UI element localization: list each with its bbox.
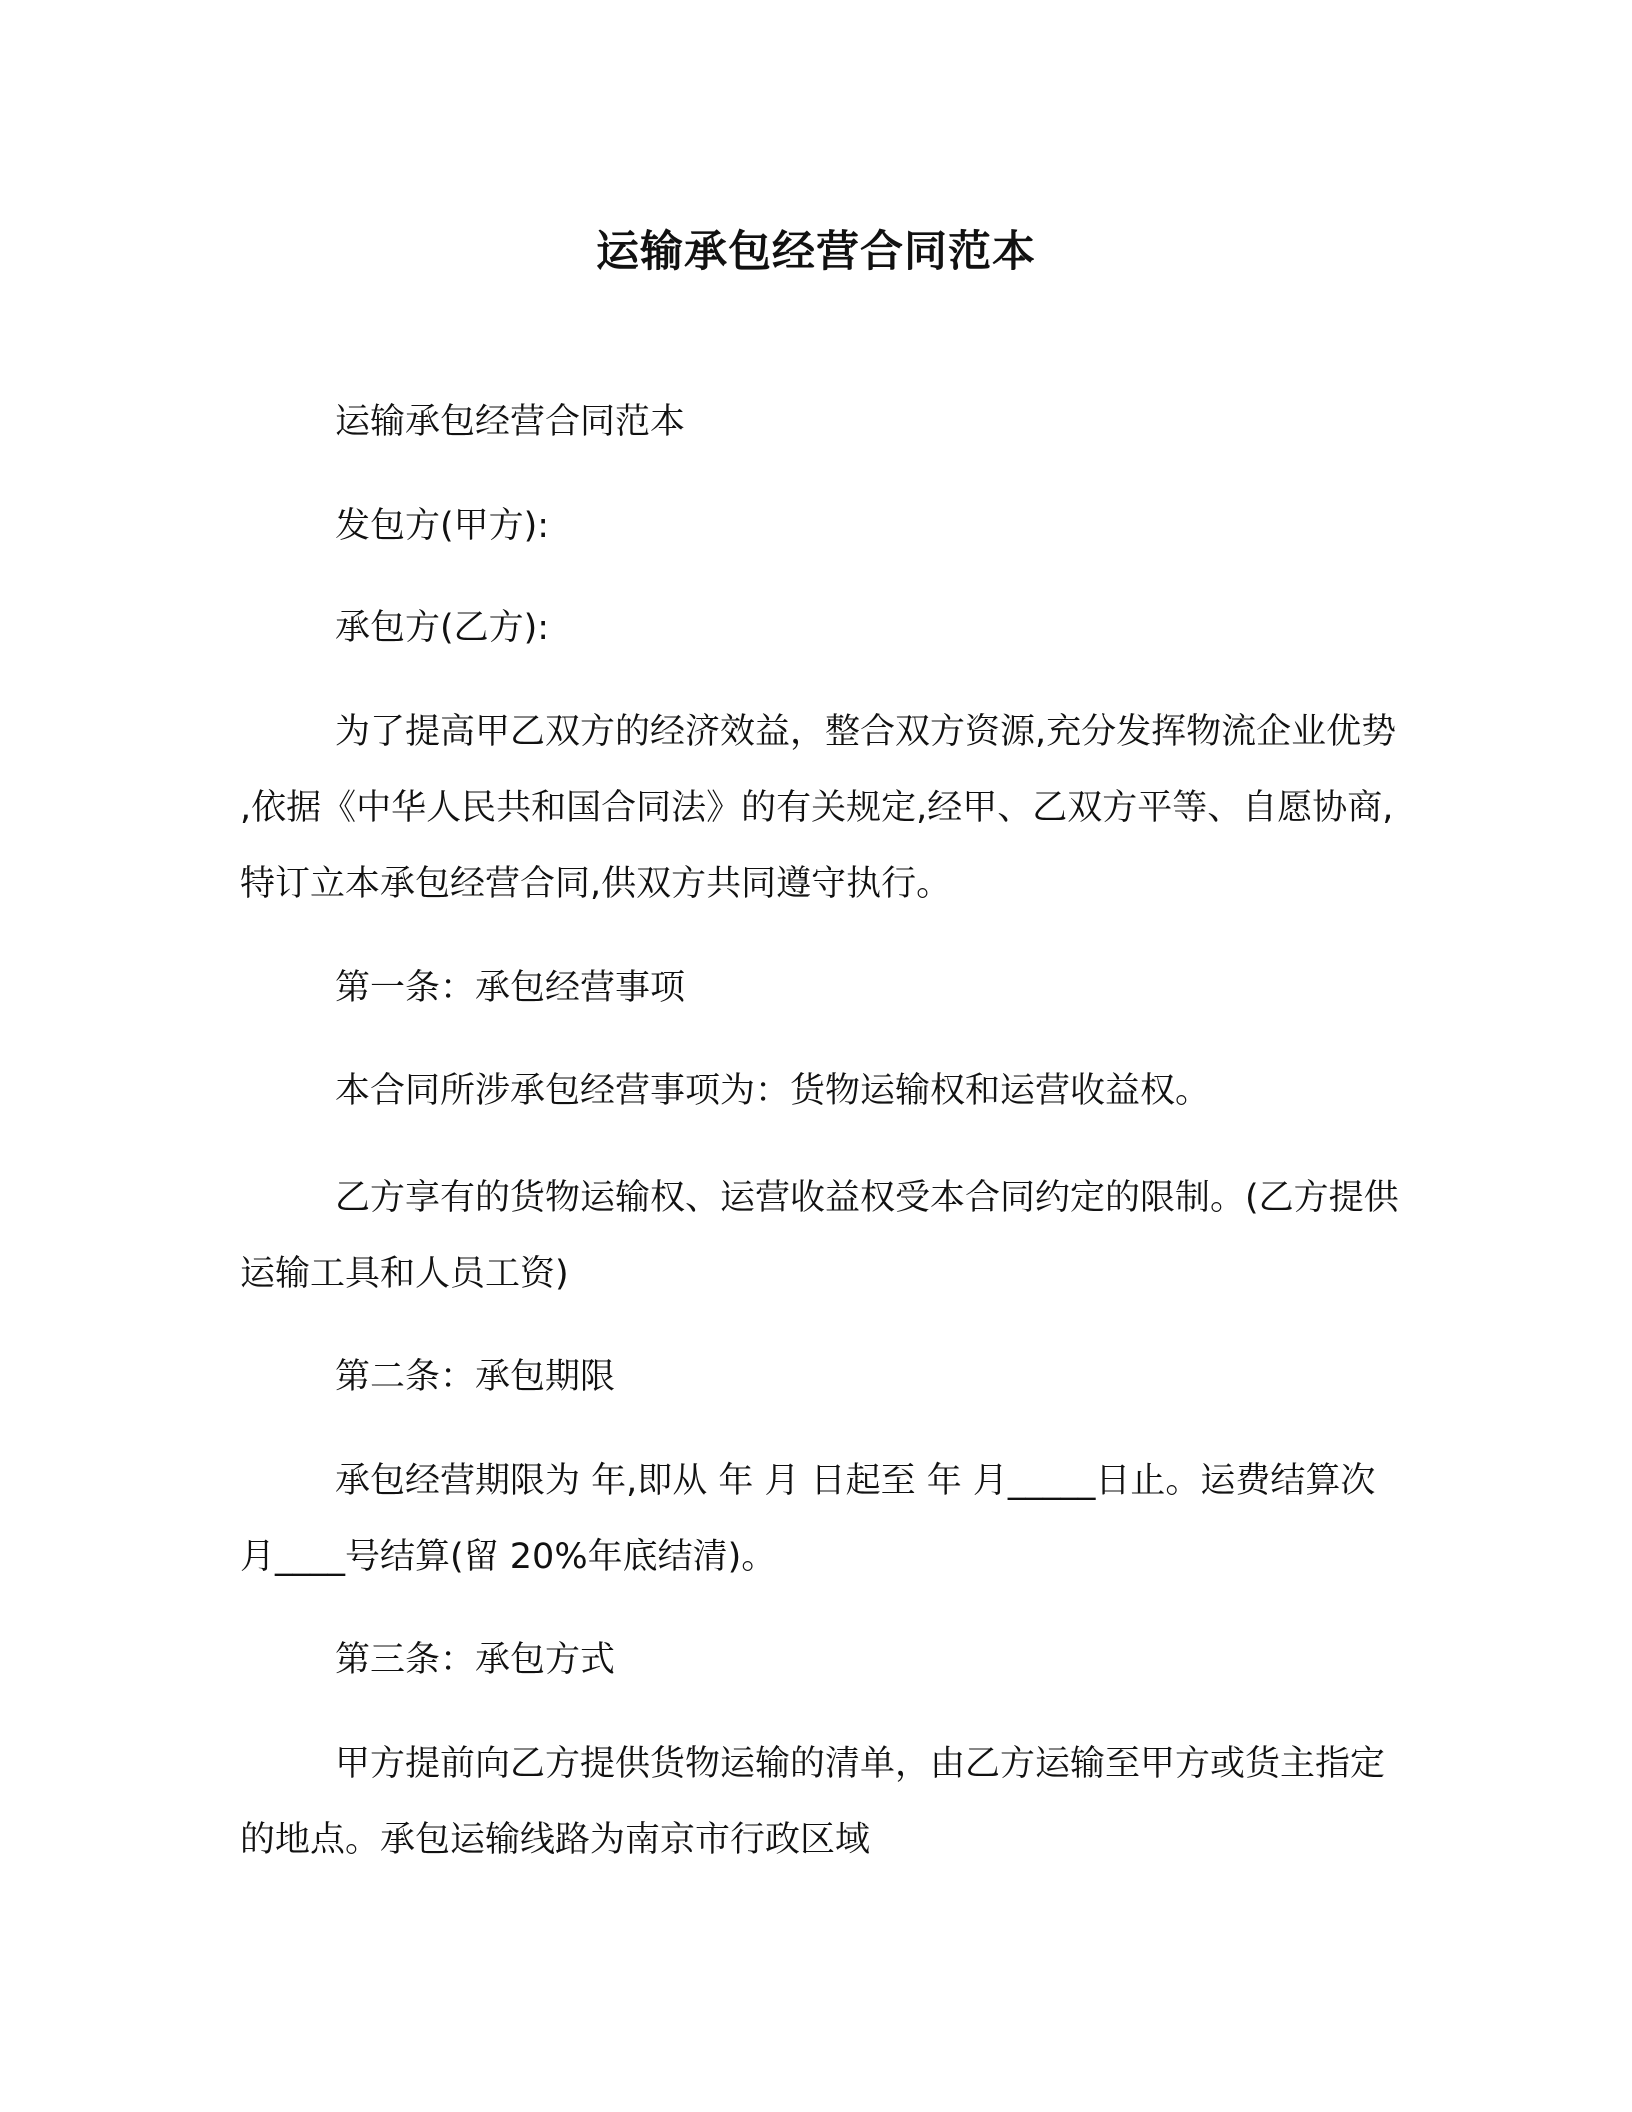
article-1-paragraph-2: 乙方享有的货物运输权、运营收益权受本合同约定的限制。(乙方提供运输工具和人员工资) (240, 1178, 1399, 1294)
article-2-paragraph-1: 承包经营期限为 年,即从 年 月 日起至 年 月_____日止。运费结算次月____号结算(留 20%年底结清)。 (240, 1461, 1376, 1577)
article-1-heading: 第一条：承包经营事项 (335, 968, 686, 1008)
article-3-paragraph-1: 甲方提前向乙方提供货物运输的清单，由乙方运输至甲方或货主指定的地点。承包运输线路为南京市行政区域 (240, 1744, 1386, 1860)
preamble-paragraph: 为了提高甲乙双方的经济效益，整合双方资源,充分发挥物流企业优势 ,依据《中华人民共和国合同法》的有关规定,经甲、乙双方平等、自愿协商,特订立本承包经营合同,供双方共同遵守执行。 (240, 712, 1397, 904)
document-title: 运输承包经营合同范本 (596, 227, 1036, 277)
party-a-line: 发包方(甲方): (335, 506, 550, 546)
article-2-heading: 第二条：承包期限 (335, 1357, 616, 1397)
party-b-line: 承包方(乙方): (335, 608, 550, 648)
article-1-paragraph-1: 本合同所涉承包经营事项为：货物运输权和运营收益权。 (335, 1071, 1211, 1111)
article-3-heading: 第三条：承包方式 (335, 1640, 616, 1680)
subtitle-paragraph: 运输承包经营合同范本 (335, 402, 686, 442)
